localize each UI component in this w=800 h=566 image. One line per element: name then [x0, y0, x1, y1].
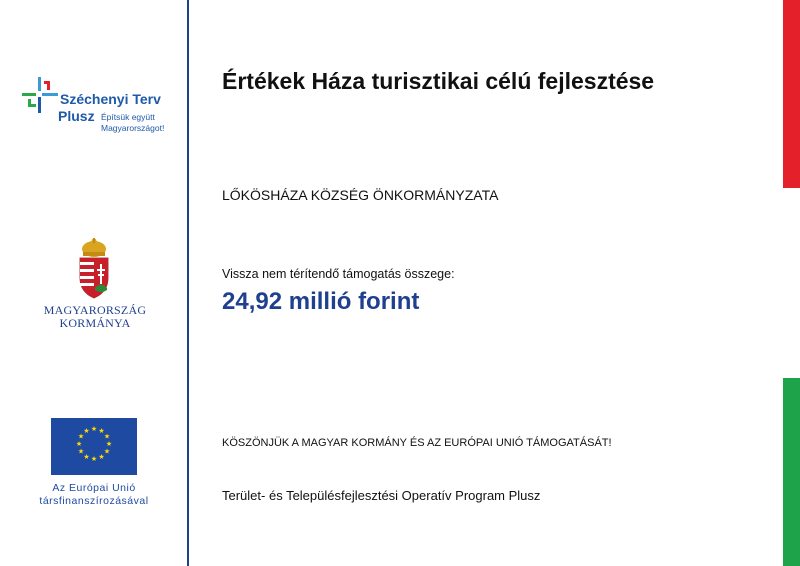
svg-text:★: ★ — [103, 447, 111, 456]
szechenyi-terv-logo — [22, 73, 182, 143]
szechenyi-line2: Plusz — [58, 108, 95, 124]
svg-text:★: ★ — [98, 427, 105, 435]
svg-text:★: ★ — [83, 427, 90, 435]
eu-cofinancing-label: Az Európai Unió társfinanszírozásával — [39, 482, 149, 507]
grant-label: Vissza nem térítendő támogatás összege: — [222, 267, 455, 281]
grant-amount: 24,92 millió forint — [222, 288, 420, 315]
svg-text:★: ★ — [90, 425, 98, 433]
svg-text:★: ★ — [105, 440, 113, 448]
hungarian-coat-of-arms-icon — [77, 238, 111, 300]
vertical-divider — [187, 0, 189, 566]
flag-stripe-red — [783, 0, 800, 188]
szechenyi-tagline: Építsük együtt Magyarországot! — [101, 112, 165, 133]
szechenyi-cross-icon — [22, 77, 58, 113]
svg-text:★: ★ — [98, 453, 105, 461]
thanks-message: KÖSZÖNJÜK A MAGYAR KORMÁNY ÉS AZ EURÓPAI UNIÓ TÁMOGATÁSÁT! — [222, 437, 612, 449]
svg-text:★: ★ — [90, 455, 98, 463]
flag-stripe-green — [783, 378, 800, 566]
svg-text:★: ★ — [103, 432, 111, 441]
project-title: Értékek Háza turisztikai célú fejlesztése — [222, 68, 655, 94]
svg-text:★: ★ — [77, 432, 85, 441]
government-name: MAGYARORSZÁG KORMÁNYA — [43, 303, 147, 330]
beneficiary-name: LŐKÖSHÁZA KÖZSÉG ÖNKORMÁNYZATA — [222, 187, 499, 203]
svg-text:★: ★ — [75, 440, 83, 448]
szechenyi-line1: Széchenyi Terv — [60, 91, 161, 107]
svg-text:★: ★ — [83, 453, 90, 461]
svg-text:★: ★ — [77, 447, 85, 456]
program-name: Terület- és Településfejlesztési Operatív Program Plusz — [222, 488, 541, 503]
eu-flag-icon — [51, 418, 137, 475]
